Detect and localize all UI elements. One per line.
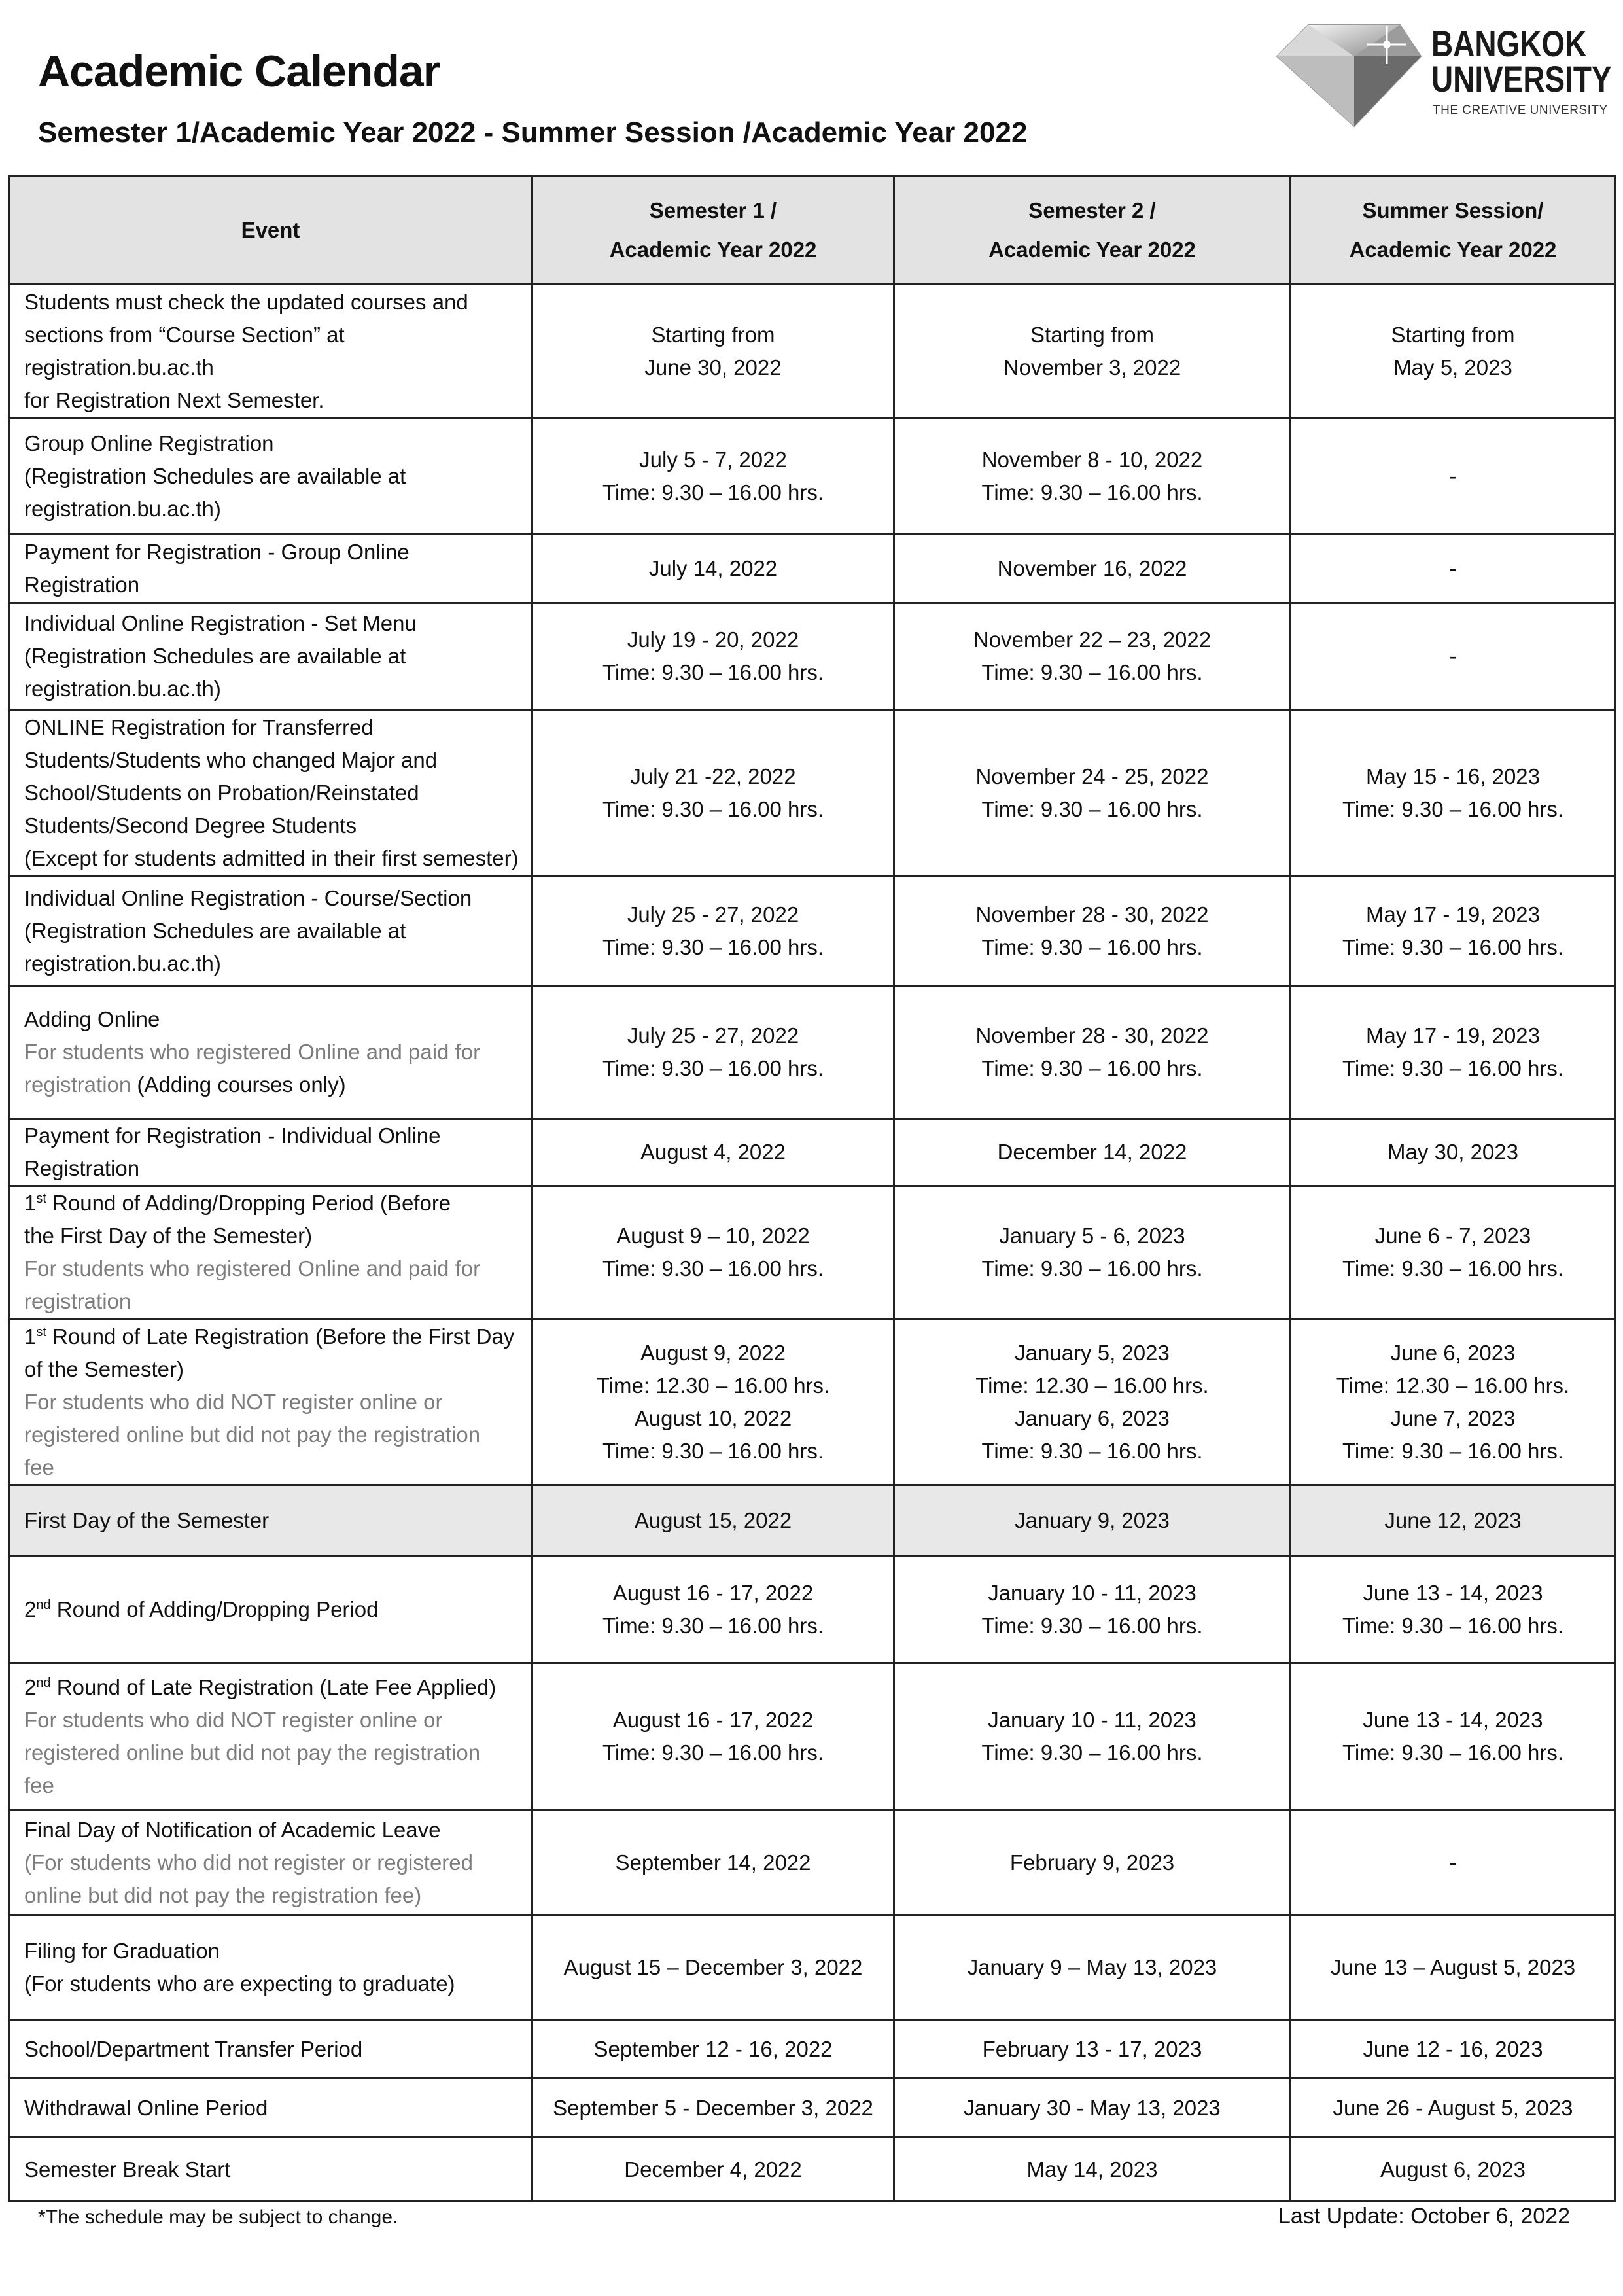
semester-1-cell: August 16 - 17, 2022 Time: 9.30 – 16.00 hrs. [532,1556,894,1663]
header-semester-2: Semester 2 / Academic Year 2022 [894,177,1291,285]
semester-2-cell: January 5 - 6, 2023 Time: 9.30 – 16.00 hrs. [894,1186,1291,1319]
summer-cell: May 17 - 19, 2023 Time: 9.30 – 16.00 hrs. [1291,986,1616,1119]
semester-1-cell: Starting from June 30, 2022 [532,285,894,419]
event-cell: Payment for Registration - Group Online Registration [9,535,532,603]
semester-1-cell: August 9 – 10, 2022 Time: 9.30 – 16.00 hrs. [532,1186,894,1319]
table-row [9,1915,1616,2020]
table-row [9,1556,1616,1663]
semester-1-cell: July 14, 2022 [532,535,894,603]
table-row [9,2138,1616,2202]
footer-last-update: Last Update: October 6, 2022 [1278,2204,1570,2229]
table-row [9,1663,1616,1810]
table-row [9,876,1616,986]
summer-cell: June 6, 2023 Time: 12.30 – 16.00 hrs. June 7, 2023 Time: 9.30 – 16.00 hrs. [1291,1319,1616,1485]
semester-2-cell: November 16, 2022 [894,535,1291,603]
page-title: Academic Calendar [38,46,440,96]
semester-2-cell: November 28 - 30, 2022 Time: 9.30 – 16.00 hrs. [894,876,1291,986]
semester-1-cell: July 25 - 27, 2022 Time: 9.30 – 16.00 hrs. [532,876,894,986]
table-row [9,986,1616,1119]
event-cell: Individual Online Registration - Course/Section (Registration Schedules are available at registration.bu.ac.th) [9,876,532,986]
semester-1-cell: August 9, 2022 Time: 12.30 – 16.00 hrs. August 10, 2022 Time: 9.30 – 16.00 hrs. [532,1319,894,1485]
event-cell: Adding Online For students who registered Online and paid for registration (Adding courses only) [9,986,532,1119]
event-cell: Withdrawal Online Period [9,2079,532,2138]
summer-cell: May 17 - 19, 2023 Time: 9.30 – 16.00 hrs. [1291,876,1616,986]
summer-cell: - [1291,1810,1616,1915]
semester-2-cell: January 10 - 11, 2023 Time: 9.30 – 16.00 hrs. [894,1556,1291,1663]
event-cell: School/Department Transfer Period [9,2020,532,2079]
semester-2-cell: November 8 - 10, 2022 Time: 9.30 – 16.00 hrs. [894,419,1291,535]
table-row [9,1186,1616,1319]
summer-cell: June 26 - August 5, 2023 [1291,2079,1616,2138]
table-header-row [9,177,1616,285]
event-cell: 1st Round of Late Registration (Before the First Day of the Semester) For students who did NOT register online or registered online but did not pay the registration fee [9,1319,532,1485]
semester-1-cell: August 4, 2022 [532,1119,894,1186]
summer-cell: June 13 – August 5, 2023 [1291,1915,1616,2020]
logo-line-bangkok: BANGKOK [1431,23,1587,64]
logo-line-university: UNIVERSITY [1431,58,1612,99]
event-cell: 2nd Round of Adding/Dropping Period [9,1556,532,1663]
footer-disclaimer: *The schedule may be subject to change. [38,2206,398,2228]
table-row [9,1119,1616,1186]
table-row [9,1319,1616,1485]
semester-1-cell: August 15 – December 3, 2022 [532,1915,894,2020]
semester-1-cell: August 16 - 17, 2022 Time: 9.30 – 16.00 hrs. [532,1663,894,1810]
summer-cell: May 15 - 16, 2023 Time: 9.30 – 16.00 hrs. [1291,710,1616,876]
summer-cell: Starting from May 5, 2023 [1291,285,1616,419]
semester-2-cell: January 10 - 11, 2023 Time: 9.30 – 16.00 hrs. [894,1663,1291,1810]
semester-1-cell: July 5 - 7, 2022 Time: 9.30 – 16.00 hrs. [532,419,894,535]
event-cell: ONLINE Registration for Transferred Students/Students who changed Major and School/Students on Probation/Reinstated Students/Second Degree Students (Except for students admitted in their first semester) [9,710,532,876]
semester-2-cell: January 9, 2023 [894,1485,1291,1556]
table-row [9,285,1616,419]
semester-1-cell: August 15, 2022 [532,1485,894,1556]
semester-2-cell: November 28 - 30, 2022 Time: 9.30 – 16.00 hrs. [894,986,1291,1119]
semester-2-cell: January 5, 2023 Time: 12.30 – 16.00 hrs. January 6, 2023 Time: 9.30 – 16.00 hrs. [894,1319,1291,1485]
semester-2-cell: November 24 - 25, 2022 Time: 9.30 – 16.00 hrs. [894,710,1291,876]
semester-1-cell: July 19 - 20, 2022 Time: 9.30 – 16.00 hrs. [532,603,894,710]
table-row [9,603,1616,710]
event-cell: Semester Break Start [9,2138,532,2202]
semester-1-cell: December 4, 2022 [532,2138,894,2202]
event-cell: Individual Online Registration - Set Menu (Registration Schedules are available at registration.bu.ac.th) [9,603,532,710]
summer-cell: June 13 - 14, 2023 Time: 9.30 – 16.00 hrs. [1291,1556,1616,1663]
event-cell: Payment for Registration - Individual Online Registration [9,1119,532,1186]
event-cell: Final Day of Notification of Academic Leave (For students who did not register or registered online but did not pay the registration fee) [9,1810,532,1915]
table-row [9,535,1616,603]
summer-cell: June 13 - 14, 2023 Time: 9.30 – 16.00 hrs. [1291,1663,1616,1810]
summer-cell: - [1291,535,1616,603]
event-cell: First Day of the Semester [9,1485,532,1556]
semester-2-cell: February 9, 2023 [894,1810,1291,1915]
table-row [9,1810,1616,1915]
semester-1-cell: September 12 - 16, 2022 [532,2020,894,2079]
semester-2-cell: January 9 – May 13, 2023 [894,1915,1291,2020]
diamond-logo-icon [1269,18,1426,130]
event-cell: 1st Round of Adding/Dropping Period (Before the First Day of the Semester) For students who registered Online and paid for registration [9,1186,532,1319]
summer-cell: May 30, 2023 [1291,1119,1616,1186]
semester-1-cell: September 5 - December 3, 2022 [532,2079,894,2138]
summer-cell: - [1291,419,1616,535]
semester-1-cell: July 25 - 27, 2022 Time: 9.30 – 16.00 hrs. [532,986,894,1119]
table-row [9,2020,1616,2079]
semester-2-cell: January 30 - May 13, 2023 [894,2079,1291,2138]
summer-cell: June 12, 2023 [1291,1485,1616,1556]
summer-cell: - [1291,603,1616,710]
logo-wordmark [1431,23,1612,99]
table-row [9,419,1616,535]
academic-calendar-table [8,175,1616,2202]
semester-2-cell: December 14, 2022 [894,1119,1291,1186]
semester-1-cell: September 14, 2022 [532,1810,894,1915]
event-cell: 2nd Round of Late Registration (Late Fee Applied) For students who did NOT register online or registered online but did not pay the registration fee [9,1663,532,1810]
page-subtitle: Semester 1/Academic Year 2022 - Summer Session /Academic Year 2022 [38,116,1028,149]
summer-cell: June 6 - 7, 2023 Time: 9.30 – 16.00 hrs. [1291,1186,1616,1319]
logo-tagline: THE CREATIVE UNIVERSITY [1433,103,1608,117]
event-cell: Students must check the updated courses and sections from “Course Section” at registration.bu.ac.th for Registration Next Semester. [9,285,532,419]
table-row [9,710,1616,876]
semester-2-cell: May 14, 2023 [894,2138,1291,2202]
event-cell: Group Online Registration (Registration Schedules are available at registration.bu.ac.th) [9,419,532,535]
header-summer-session: Summer Session/ Academic Year 2022 [1291,177,1616,285]
header-event: Event [9,177,532,285]
table-row [9,2079,1616,2138]
summer-cell: June 12 - 16, 2023 [1291,2020,1616,2079]
semester-2-cell: November 22 – 23, 2022 Time: 9.30 – 16.00 hrs. [894,603,1291,710]
summer-cell: August 6, 2023 [1291,2138,1616,2202]
header-semester-1: Semester 1 / Academic Year 2022 [532,177,894,285]
semester-2-cell: Starting from November 3, 2022 [894,285,1291,419]
table-row-first-day [9,1485,1616,1556]
event-cell: Filing for Graduation (For students who are expecting to graduate) [9,1915,532,2020]
university-logo [1269,18,1612,130]
semester-2-cell: February 13 - 17, 2023 [894,2020,1291,2079]
semester-1-cell: July 21 -22, 2022 Time: 9.30 – 16.00 hrs. [532,710,894,876]
